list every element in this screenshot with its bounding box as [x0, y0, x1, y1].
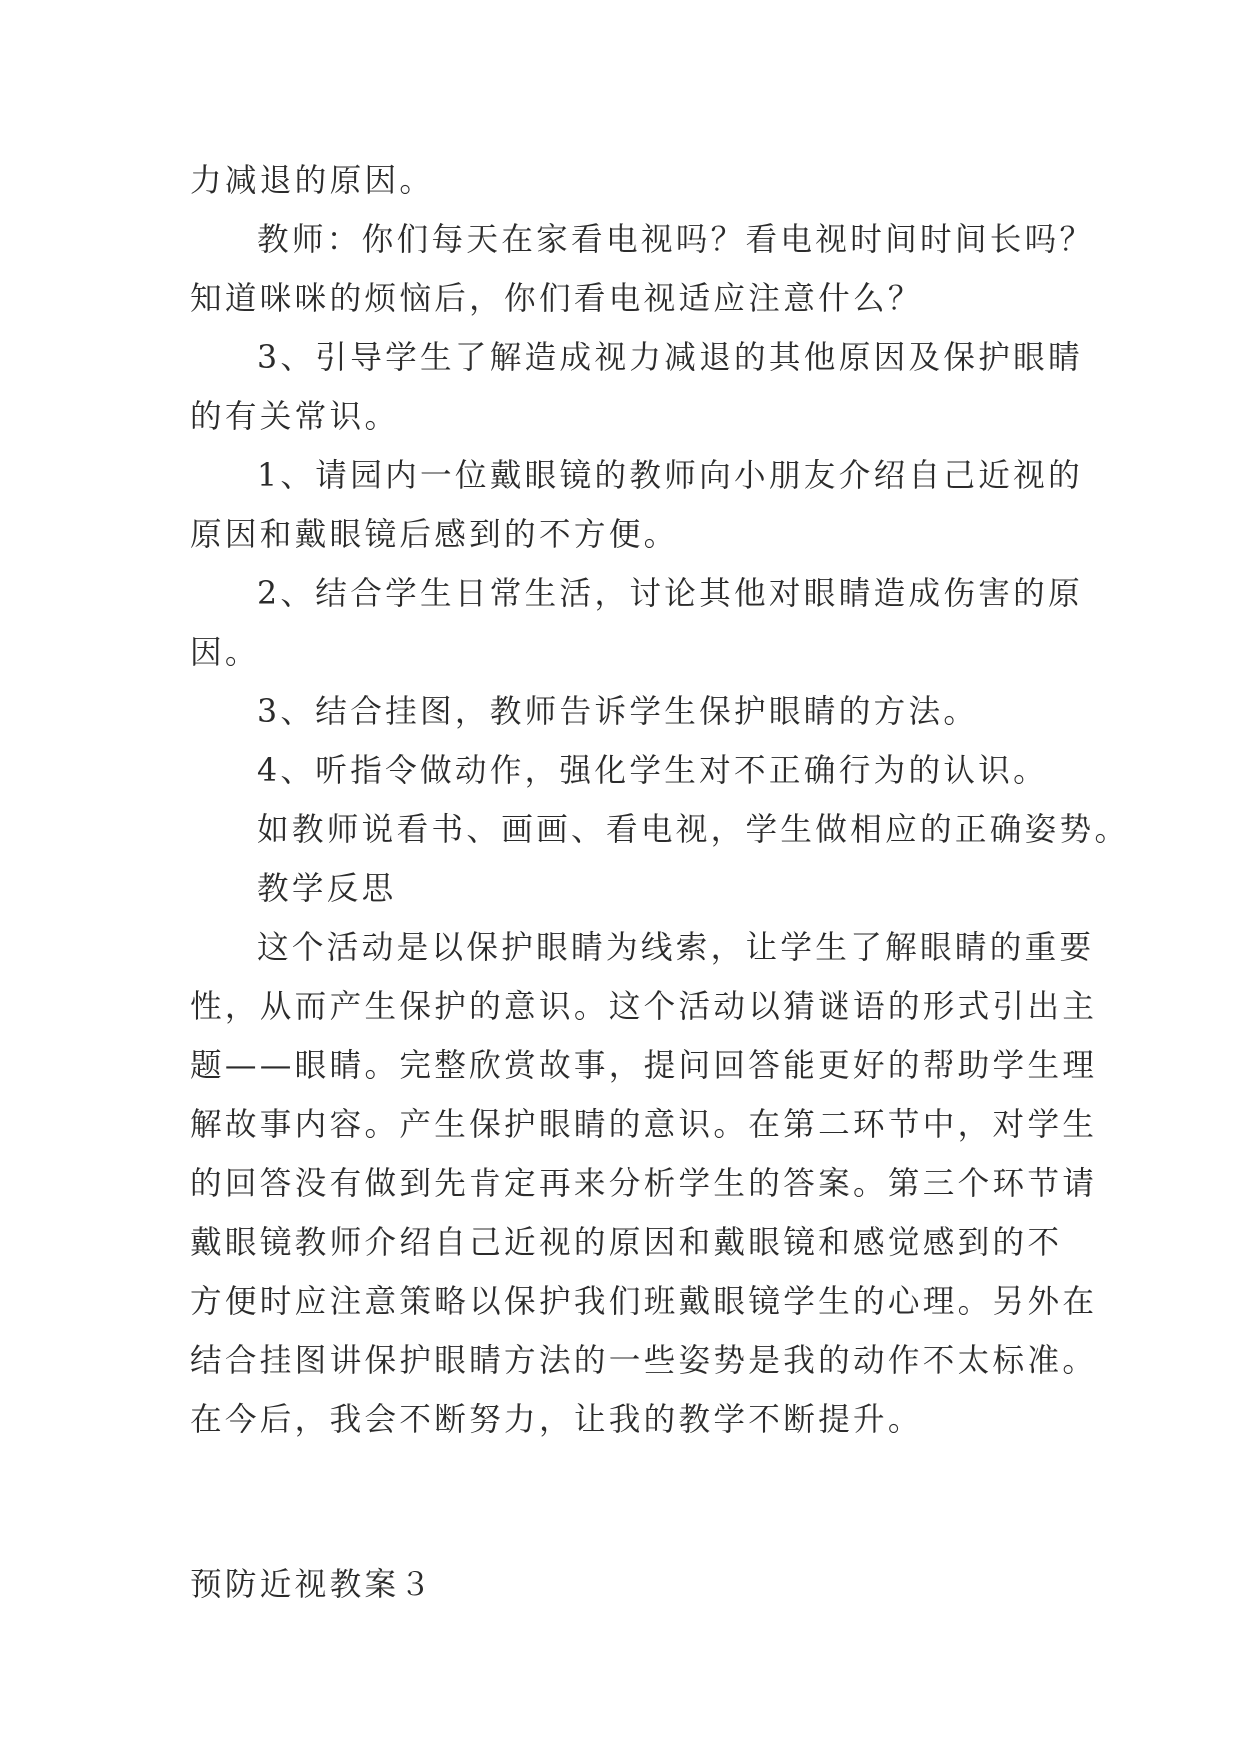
document-body — [190, 152, 1130, 1615]
text-line: 2、结合学生日常生活，讨论其他对眼睛造成伤害的原 — [257, 576, 1083, 612]
text-line: 结合挂图讲保护眼睛方法的一些姿势是我的动作不太标准。 — [190, 1343, 1098, 1379]
text-line: 因。 — [190, 635, 260, 671]
text-line: 4、听指令做动作，强化学生对不正确行为的认识。 — [257, 753, 1049, 789]
text-line: 解故事内容。产生保护眼睛的意识。在第二环节中，对学生 — [190, 1107, 1098, 1143]
text-line: 戴眼镜教师介绍自己近视的原因和戴眼镜和感觉感到的不 — [190, 1225, 1063, 1261]
section-gap — [190, 1450, 1060, 1556]
text-line: 教学反思 — [257, 871, 397, 907]
text-line: 题——眼睛。完整欣赏故事，提问回答能更好的帮助学生理 — [190, 1048, 1098, 1084]
text-line: 性，从而产生保护的意识。这个活动以猜谜语的形式引出主 — [190, 989, 1098, 1025]
text-line: 3、结合挂图，教师告诉学生保护眼睛的方法。 — [257, 694, 979, 730]
text-line: 在今后，我会不断努力，让我的教学不断提升。 — [190, 1402, 923, 1438]
text-line: 原因和戴眼镜后感到的不方便。 — [190, 517, 679, 553]
text-line: 这个活动是以保护眼睛为线索，让学生了解眼睛的重要 — [257, 930, 1095, 966]
text-line: 方便时应注意策略以保护我们班戴眼镜学生的心理。另外在 — [190, 1284, 1098, 1320]
text-line: 3、引导学生了解造成视力减退的其他原因及保护眼睛 — [257, 340, 1083, 376]
text-line: 的有关常识。 — [190, 399, 400, 435]
text-line: 教师：你们每天在家看电视吗？看电视时间时间长吗？ — [257, 222, 1095, 258]
text-line: 如教师说看书、画画、看电视，学生做相应的正确姿势。 — [257, 812, 1130, 848]
section-heading: 预防近视教案３ — [190, 1567, 435, 1603]
text-line: 的回答没有做到先肯定再来分析学生的答案。第三个环节请 — [190, 1166, 1098, 1202]
text-line: 知道咪咪的烦恼后，你们看电视适应注意什么？ — [190, 281, 923, 317]
text-line: 力减退的原因。 — [190, 163, 435, 199]
text-line: 1、请园内一位戴眼镜的教师向小朋友介绍自己近视的 — [257, 458, 1083, 494]
